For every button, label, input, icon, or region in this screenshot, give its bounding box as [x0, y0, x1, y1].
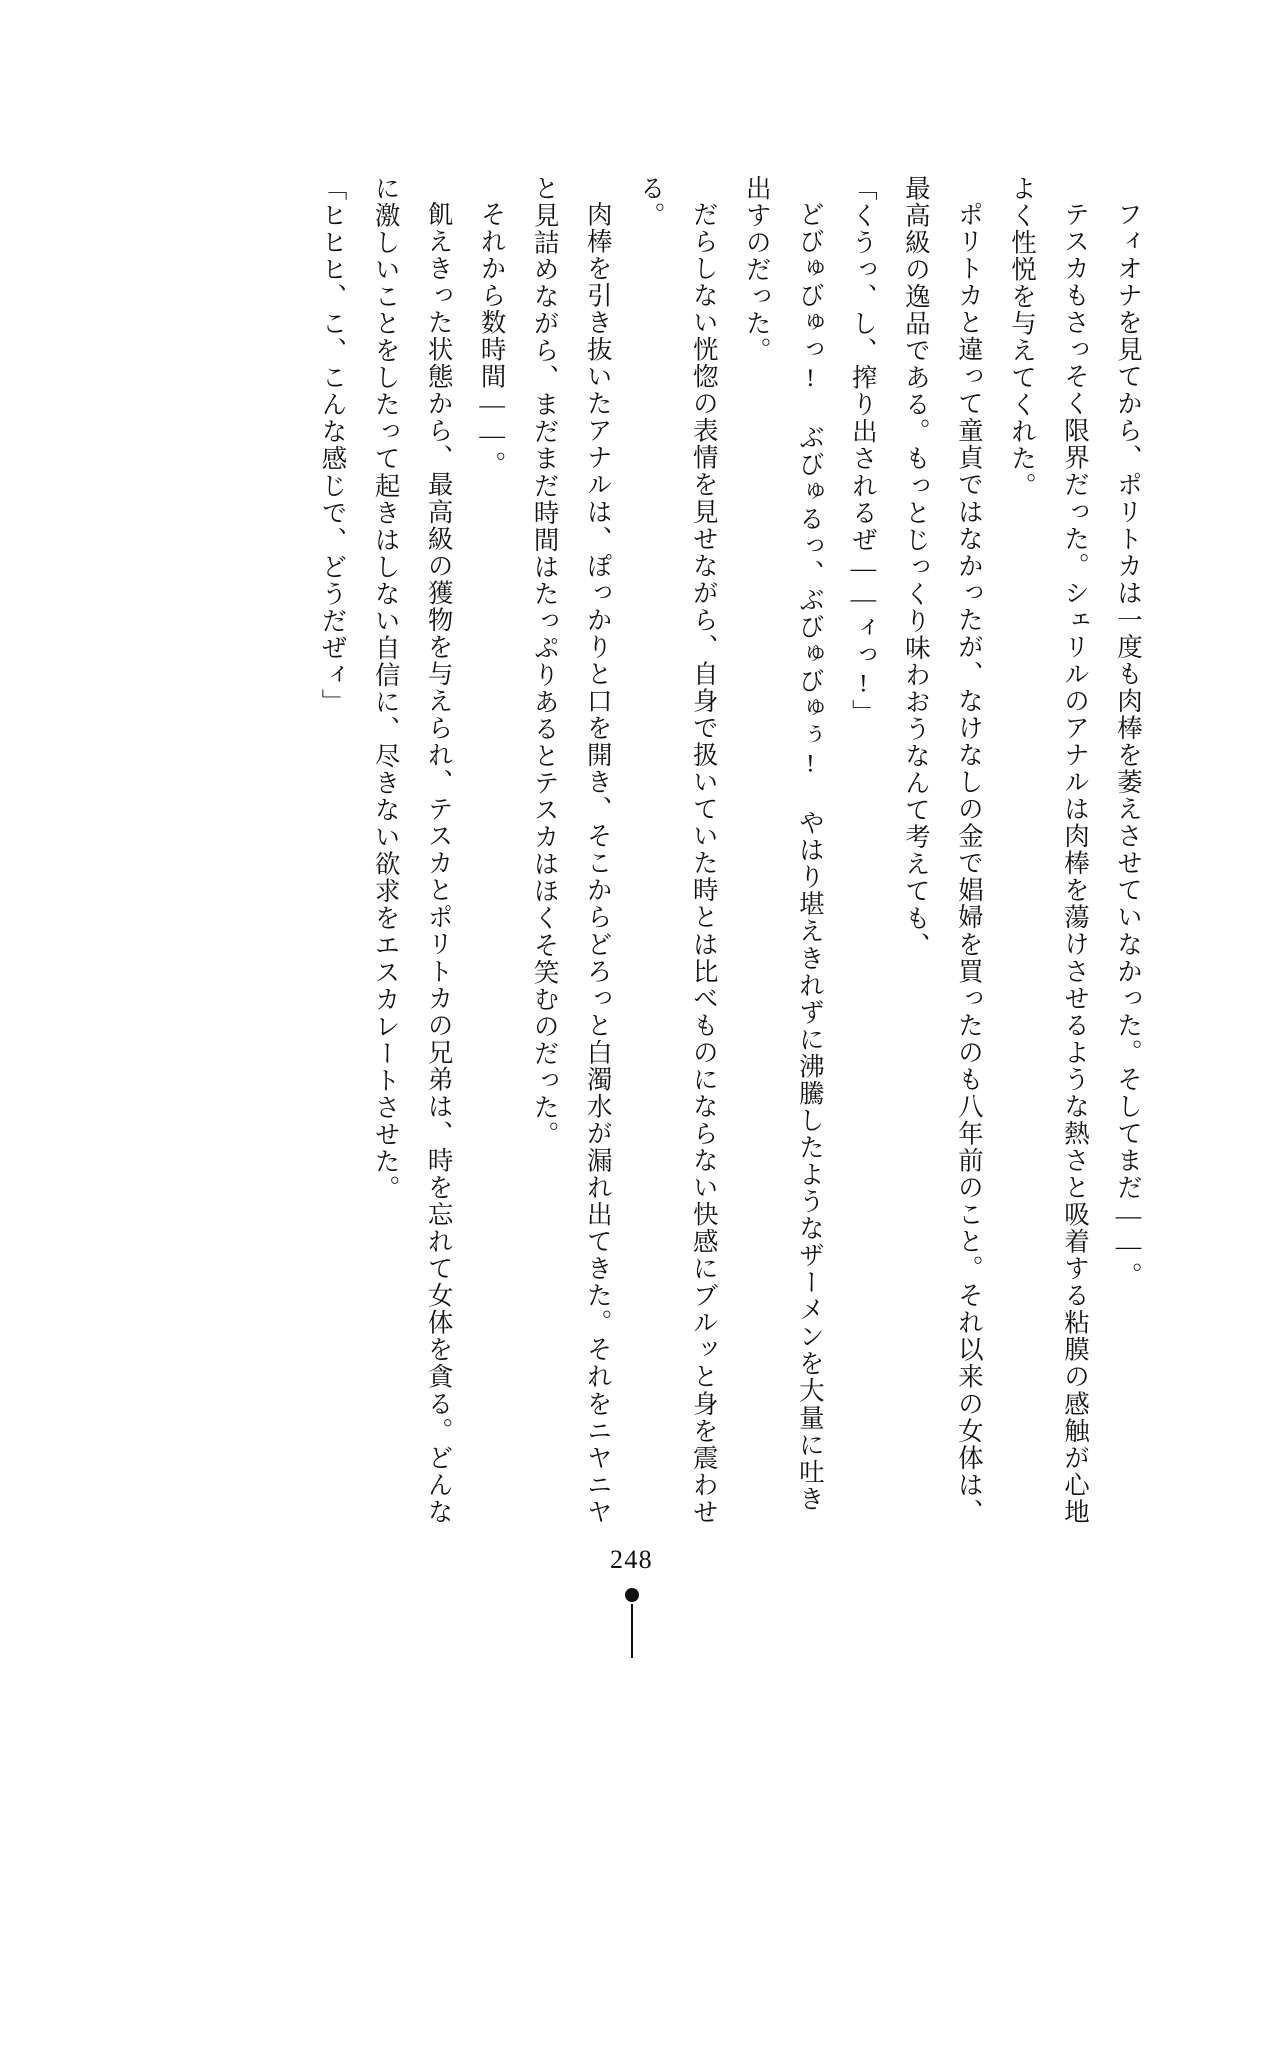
paragraph: それから数時間――。 — [477, 200, 507, 478]
paragraph: 「ヒヒヒ、こ、こんな感じで、どうだぜィ」 — [318, 175, 348, 716]
paragraph: フィオナを見てから、ポリトカは一度も肉棒を萎えさせていなかった。そしてまだ――。 — [1114, 200, 1143, 1289]
footer-dot-icon — [625, 1588, 639, 1602]
body-text — [95, 175, 1155, 1535]
page-number: 248 — [610, 1545, 653, 1574]
paragraph: テスカもさっそく限界だった。シェリルのアナルは肉棒を蕩けさせるような熱さと吸着する粘膜の感触が心地よく性悦を与えてくれた。 — [1007, 175, 1090, 1525]
paragraph: だらしない恍惚の表情を見せながら、自身で扱いていた時とは比べものにならない快感にブルッと身を震わせる。 — [636, 175, 719, 1525]
paragraph: 肉棒を引き抜いたアナルは、ぽっかりと口を開き、そこからどろっと白濁水が漏れ出てきた。それをニヤニヤと見詰めながら、まだまだ時間はたっぷりあるとテスカはほくそ笑むのだった。 — [530, 175, 613, 1525]
paragraph: 飢えきった状態から、最高級の獲物を与えられ、テスカとポリトカの兄弟は、時を忘れて女体を貪る。どんなに激しいことをしたって起きはしない自信に、尽きない欲求をエスカレートさせた。 — [371, 175, 454, 1525]
footer-ornament-icon — [622, 1588, 642, 1658]
paragraph: ポリトカと違って童貞ではなかったが、なけなしの金で娼婦を買ったのも八年前のこと。それ以来の女体は、最高級の逸品である。もっとじっくり味わおうなんて考えても、 — [901, 175, 984, 1525]
paragraph: どびゅびゅっ! ぶびゅるっ、ぶびゅびゅぅ! やはり堪えきれずに沸騰したようなザーメンを大量に吐き出すのだった。 — [742, 175, 825, 1512]
paragraph: 「くうっ、し、搾り出されるぜ――ィっ!」 — [848, 175, 878, 727]
footer-line-icon — [631, 1604, 633, 1658]
